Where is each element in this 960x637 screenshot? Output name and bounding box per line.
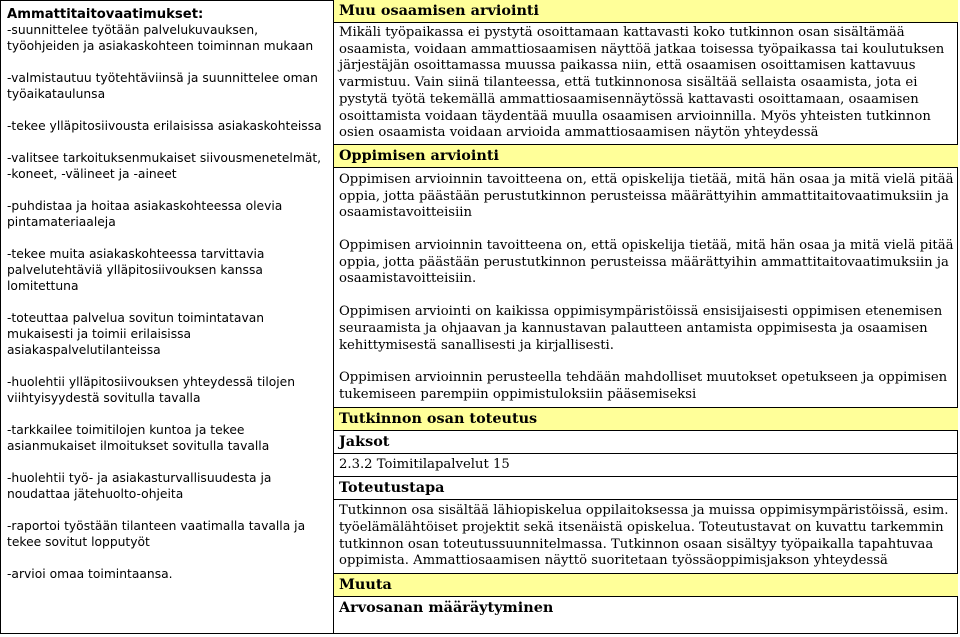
requirement-item: -raportoi työstään tilanteen vaatimalla tavalla ja tekee sovitut lopputyöt bbox=[7, 519, 306, 549]
requirements-list bbox=[7, 22, 327, 582]
requirement-item: -tarkkailee toimitilojen kuntoa ja tekee asianmukaiset ilmoitukset sovitulla tavalla bbox=[7, 423, 270, 453]
oppimisen-paragraph: Oppimisen arvioinnin tavoitteena on, että opiskelija tietää, mitä hän osaa ja mitä vielä pitää oppia, jotta päästään perustutkinnon perusteissa määrättyihin ammattitaitovaatimuksiin ja osaamistavoitteisiin bbox=[339, 171, 954, 221]
muu-arviointi-cell bbox=[334, 23, 958, 145]
requirements-title: Ammattitaitovaatimukset: bbox=[7, 7, 204, 22]
requirement-item: -valmistautuu työtehtäviinsä ja suunnittelee oman työaikataulunsa bbox=[7, 71, 318, 101]
toteutustapa-text: Tutkinnon osa sisältää lähiopiskelua oppilaitoksessa ja muissa oppimisympäristöissä, esim. työelämälähtöiset projektit sekä itsenäistä opiskelua. Toteutustavat on kuvattu tarkemmin tutkinnon osan toteutussuunnitelmassa. Tutkinnon osaan sisältyy työpaikalla tapahtuvaa oppimista. Ammattiosaamisen näyttö suoritetaan työssäoppimisjakson yhteydessä bbox=[339, 503, 949, 569]
requirement-item: -tekee muita asiakaskohteessa tarvittavia palvelutehtäviä ylläpitosiivouksen kanssa lomitettuna bbox=[7, 247, 265, 293]
muu-arviointi-text: Mikäli työpaikassa ei pystytä osoittamaan kattavasti koko tutkinnon osan sisältämää osaamista, voidaan ammattiosaamisen näyttöä jatkaa toisessa työpaikassa tai koulutuksen järjestäjän osoittamassa muussa paikassa niin, että osaamisen osoittamisen kattavuus varmistuu. Vain siinä tilanteessa, että tutkinnonosa sisältää sellaista osaamista, jota ei pystytä työtä tekemällä ammattiosaamisennäytössä kattavasti osoittamaan, osaamisen osoittamista voidaan täydentää muulla osaamisen arvioinnilla. Myös yhteisten tutkinnon osien osaamista voidaan arvioida ammattiosaamisen näytön yhteydessä bbox=[339, 25, 945, 141]
oppimisen-paragraph: Oppimisen arvioinnin perusteella tehdään mahdolliset muutokset opetukseen ja oppimisen tukemiseen parempiin oppimistuloksiin pääsemiseksi bbox=[339, 370, 948, 402]
requirement-item: -valitsee tarkoituksenmukaiset siivousmenetelmät, -koneet, -välineet ja -aineet bbox=[7, 151, 322, 181]
heading-muu-arviointi: Muu osaamisen arviointi bbox=[334, 0, 958, 23]
requirement-item: -tekee ylläpitosiivousta erilaisissa asiakaskohteissa bbox=[7, 119, 322, 133]
jaksot-value: 2.3.2 Toimitilapalvelut 15 bbox=[339, 456, 510, 472]
oppimisen-paragraph: Oppimisen arvioinnin tavoitteena on, että opiskelija tietää, mitä hän osaa ja mitä vielä pitää oppia, jotta päästään perustutkinnon perusteissa määrättyihin ammattitaitovaatimuksiin ja osaamistavoitteisiin. bbox=[339, 238, 954, 287]
requirement-item: -suunnittelee työtään palvelukuvauksen, työohjeiden ja asiakaskohteen toiminnan mukaan bbox=[7, 23, 314, 53]
requirement-item: -puhdistaa ja hoitaa asiakaskohteessa olevia pintamateriaaleja bbox=[7, 199, 283, 229]
heading-jaksot: Jaksot bbox=[334, 431, 958, 454]
toteutustapa-cell bbox=[334, 500, 958, 574]
requirements-column bbox=[0, 0, 334, 634]
oppimisen-paragraph: Oppimisen arviointi on kaikissa oppimisympäristöissä ensisijaisesti oppimisen etenemisen seuraamista ja ohjaavan ja kannustavan palautteen antamista oppimisesta ja osaamisen kehittymisestä sanallisesti ja kirjallisesti. bbox=[339, 304, 943, 353]
jaksot-cell bbox=[334, 454, 958, 478]
requirement-item: -arvioi omaa toimintaansa. bbox=[7, 567, 173, 581]
heading-arvosanan-maaraytyminen: Arvosanan määräytyminen bbox=[339, 599, 554, 617]
assessment-column bbox=[334, 0, 958, 634]
oppimisen-arviointi-cell bbox=[334, 168, 958, 408]
requirement-item: -huolehtii ylläpitosiivouksen yhteydessä tilojen viihtyisyydestä sovitulla tavalla bbox=[7, 375, 296, 405]
heading-muuta: Muuta bbox=[334, 574, 958, 597]
heading-oppimisen-arviointi: Oppimisen arviointi bbox=[334, 145, 958, 168]
heading-toteutus: Tutkinnon osan toteutus bbox=[334, 408, 958, 431]
heading-toteutustapa: Toteutustapa bbox=[334, 477, 958, 500]
requirement-item: -huolehtii työ- ja asiakasturvallisuudesta ja noudattaa jätehuolto-ohjeita bbox=[7, 471, 272, 501]
requirement-item: -toteuttaa palvelua sovitun toimintatavan mukaisesti ja toimii erilaisissa asiakaspalvelutilanteissa bbox=[7, 311, 265, 357]
